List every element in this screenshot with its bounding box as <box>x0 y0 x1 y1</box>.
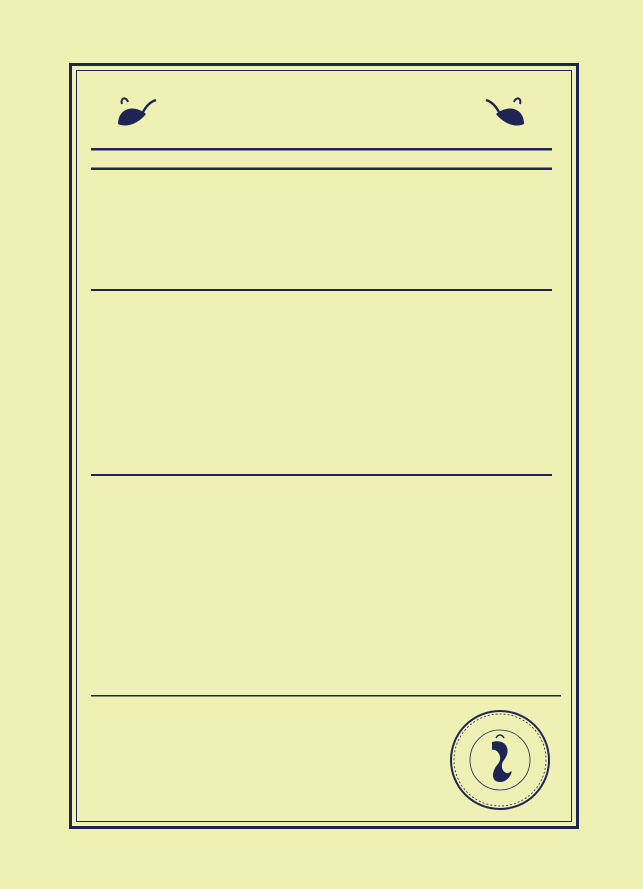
title-connector <box>80 348 569 368</box>
year-rule <box>91 690 561 702</box>
ornament-band-top <box>91 148 552 170</box>
barcode <box>96 754 216 798</box>
leaf-ornament-icon <box>482 94 530 130</box>
ornament-band-middle <box>91 281 552 299</box>
local-book-seal-icon <box>448 708 552 812</box>
leaf-ornament-icon <box>112 94 160 130</box>
ornament-band-lower <box>91 467 552 483</box>
